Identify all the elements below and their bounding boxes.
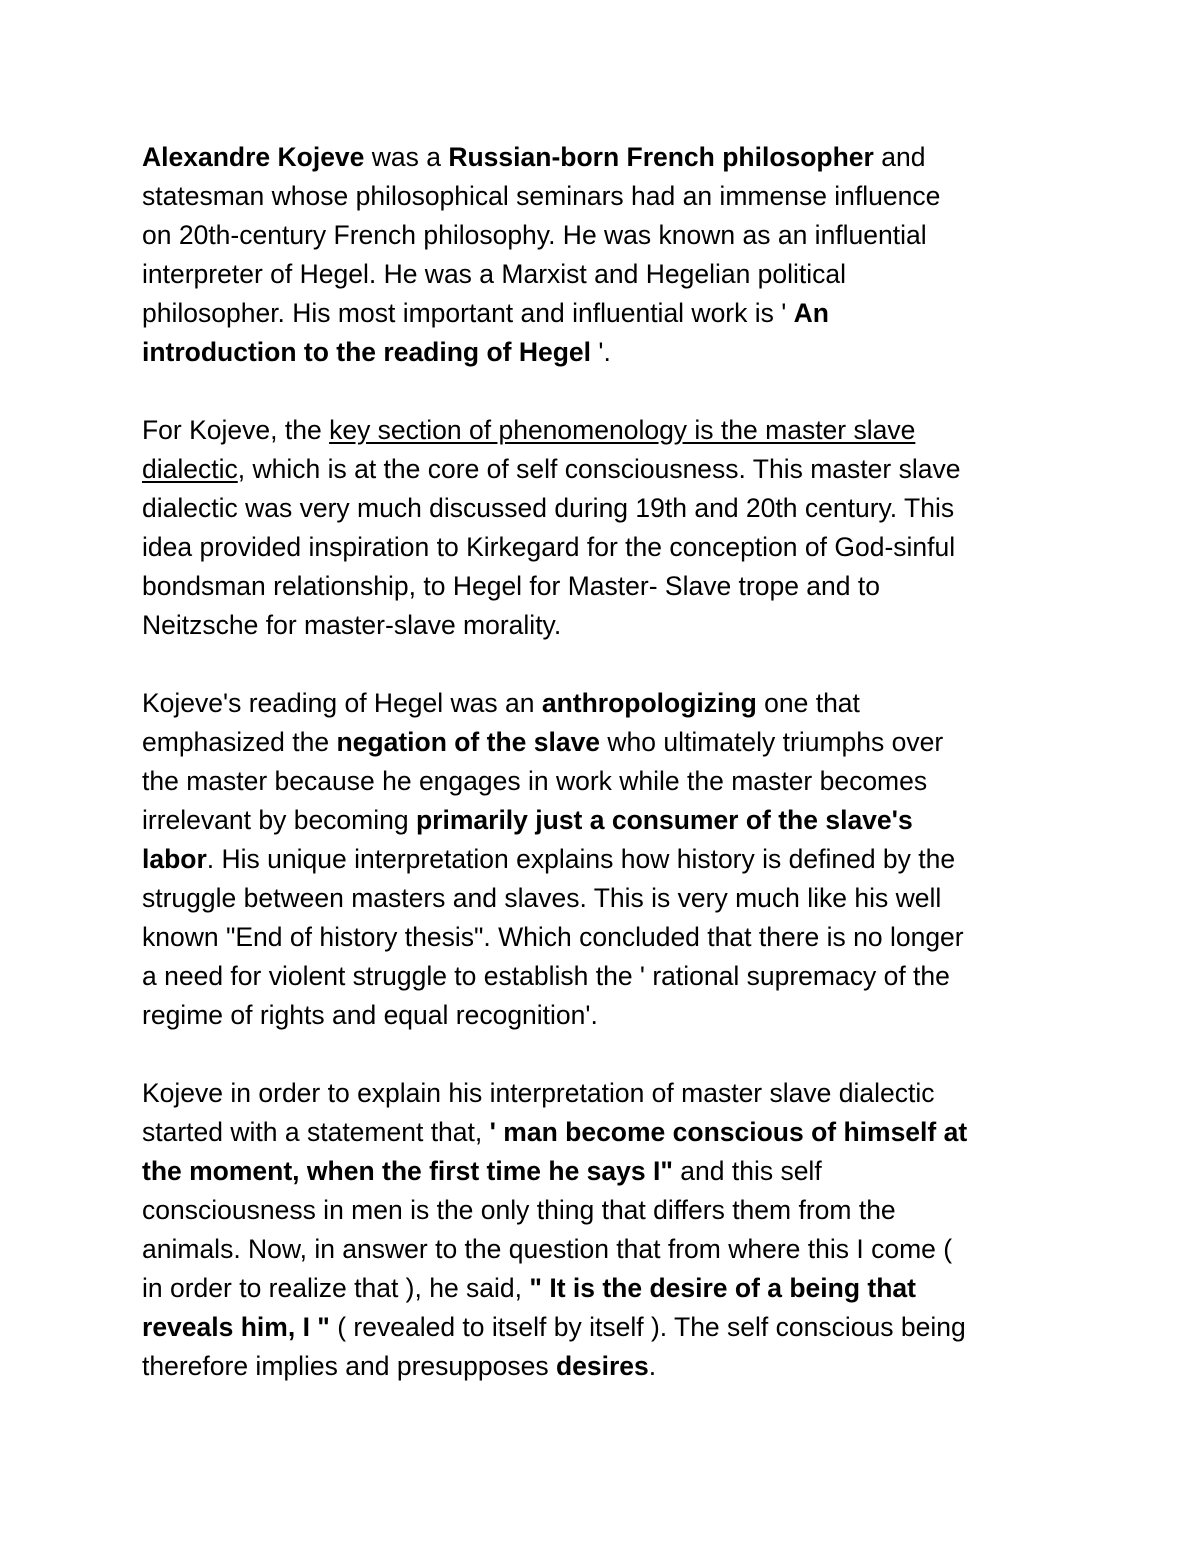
paragraph-anthropologizing-reading [142,684,1077,1035]
text-bold: ' man become conscious of himself at the moment, when the first time he says I" [142,1117,968,1186]
text: '. [591,337,611,367]
text: and this self consciousness in men is the only thing that differs them from the animals. Now, in answer to the question that from where this I come ( in order to realize that ), he said, [142,1156,953,1303]
text: Kojeve in order to explain his interpretation of master slave dialectic started with a statement that, [142,1078,935,1147]
text-bold: primarily just a consumer of the slave's labor [142,805,913,874]
text-bold: Alexandre Kojeve [142,142,365,172]
text-bold: desires [555,1351,649,1381]
text: who ultimately triumphs over the master because he engages in work while the master becomes irrelevant by becoming [142,727,944,835]
text: . [648,1351,657,1381]
text-bold: negation of the slave [336,727,601,757]
text: , which is at the core of self consciousness. This master slave dialectic was very much discussed during 19th and 20th century. This idea provided inspiration to Kirkegard for the conception of God-sinful bondsman relationship, to Hegel for Master- Slave trope and to Neitzsche for master-slave morality. [142,454,961,640]
text: and statesman whose philosophical seminars had an immense influence on 20th-century French philosophy. He was known as an influential interpreter of Hegel. He was a Marxist and Hegelian political philosopher. His most important and influential work is ' [142,142,941,328]
text: was a [364,142,449,172]
paragraph-kojeve-intro [142,138,1077,372]
text-bold: anthropologizing [541,688,757,718]
text: one that emphasized the [142,688,860,757]
document-body [142,138,1077,1386]
text-bold: An introduction to the reading of Hegel [142,298,829,367]
text-underlined: key section of phenomenology is the master slave dialectic [142,415,916,484]
text: . His unique interpretation explains how history is defined by the struggle between masters and slaves. This is very much like his well known "End of history thesis". Which concluded that there is no longer a need for violent struggle to establish the ' rational supremacy of the regime of rights and equal recognition'. [142,844,964,1030]
text: Kojeve's reading of Hegel was an [142,688,542,718]
text: ( revealed to itself by itself ). The self conscious being therefore implies and presupposes [142,1312,966,1381]
text-bold: " It is the desire of a being that reveals him, I " [142,1273,916,1342]
text: For Kojeve, the [142,415,330,445]
paragraph-self-consciousness-desire [142,1074,1077,1386]
paragraph-master-slave-dialectic [142,411,1077,645]
text-bold: Russian-born French philosopher [448,142,874,172]
